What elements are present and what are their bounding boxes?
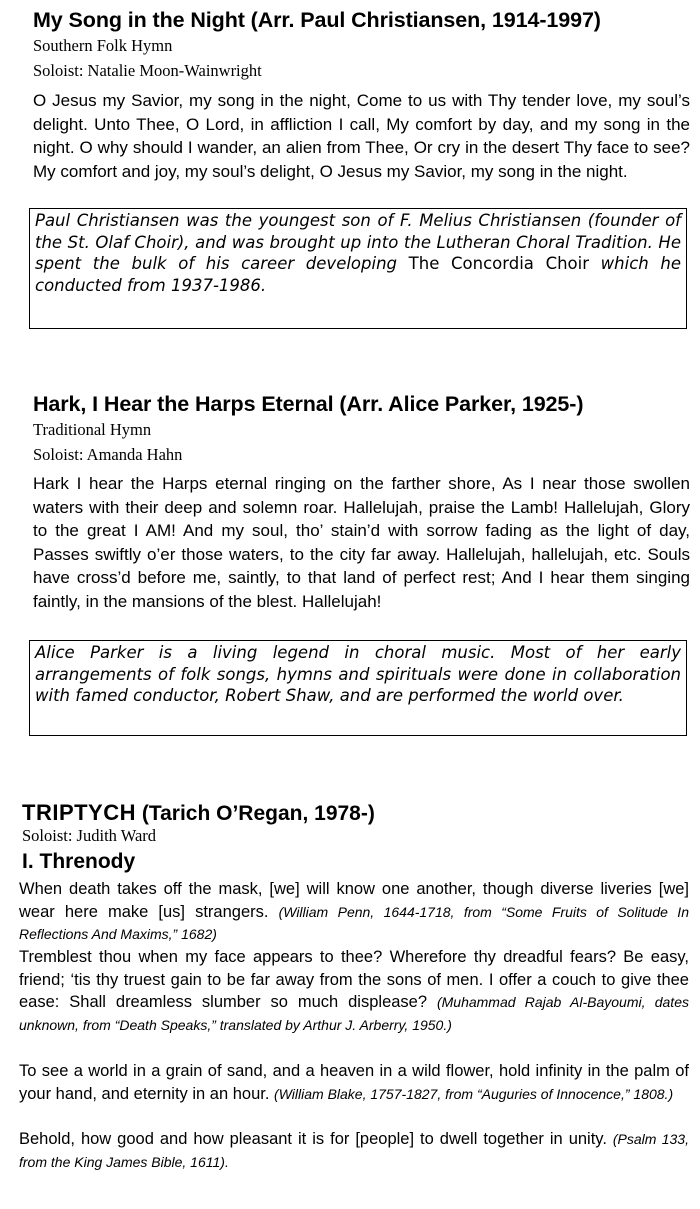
- movement-title: I. Threnody: [22, 850, 136, 873]
- piece2-title: Hark, I Hear the Harps Eternal (Arr. Alice Parker, 1925-): [33, 392, 584, 416]
- verse-citation: (Muhammad Rajab Al-Bayoumi, dates unknown, from “Death Speaks,” translated by Arthur J. Arberry, 1950.): [19, 994, 689, 1033]
- verse-citation: (Psalm 133, from the King James Bible, 1611).: [19, 1131, 689, 1170]
- verse-text: Behold, how good and how pleasant it is for [people] to dwell together in unity.: [19, 1130, 607, 1148]
- piece1-title: My Song in the Night (Arr. Paul Christiansen, 1914-1997): [33, 8, 601, 32]
- verse-bayoumi: [19, 946, 689, 1036]
- verse-text: Tremblest thou when my face appears to thee? Wherefore thy dreadful fears? Be easy, friend; ‘tis thy truest gain to be far away from the sons of men. I offer a couch to give thee ease: Shall dreamless slumber so much displease?: [19, 948, 689, 1012]
- piece1-lyrics: O Jesus my Savior, my song in the night, Come to us with Thy tender love, my soul’s delight. Unto Thee, O Lord, in affliction I call, My comfort by day, and my song in the night. O why should I wander, an alien from Thee, Or cry in the desert Thy face to see? My comfort and joy, my soul’s delight, O Jesus my Savior, my song in the night.: [33, 91, 690, 181]
- piece2-source: Traditional Hymn: [33, 420, 152, 439]
- piece3-title: [22, 800, 375, 826]
- verse-text: To see a world in a grain of sand, and a heaven in a wild flower, hold infinity in the palm of your hand, and eternity in an hour.: [19, 1062, 689, 1103]
- verse-text: When death takes off the mask, [we] will know one another, though diverse liveries [we] wear here make [us] strangers.: [19, 880, 689, 921]
- verse-penn: [19, 878, 689, 946]
- piece2-soloist: Soloist: Amanda Hahn: [33, 445, 183, 464]
- piece1-note-text: Paul Christiansen was the youngest son of F. Melius Christiansen (founder of the St. Olaf Choir), and was brought up into the Lutheran Choral Tradition. He spent the bulk of his career developing: [35, 211, 681, 273]
- verse-citation: (William Penn, 1644-1718, from “Some Fruits of Solitude In Reflections And Maxims,” 1682): [19, 903, 689, 943]
- piece1-note-text-end: which he conducted from 1937-1986.: [35, 254, 681, 295]
- piece1-soloist: Soloist: Natalie Moon-Wainwright: [33, 61, 262, 80]
- verse-blake: [19, 1060, 689, 1105]
- piece1-note-choir-name: The Concordia Choir: [408, 254, 590, 273]
- verse-psalm: [19, 1128, 689, 1173]
- verse-citation: (William Blake, 1757-1827, from “Auguries of Innocence,” 1808.): [274, 1085, 674, 1102]
- piece2-note: Alice Parker is a living legend in choral music. Most of her early arrangements of folk songs, hymns and spirituals were done in collaboration with famed conductor, Robert Shaw, and are performed the world over.: [29, 640, 687, 736]
- piece3-title-caps: TRIPTYCH: [22, 800, 136, 825]
- piece3-soloist: Soloist: Judith Ward: [22, 826, 157, 845]
- piece1-source: Southern Folk Hymn: [33, 36, 173, 55]
- piece2-lyrics: Hark I hear the Harps eternal ringing on the farther shore, As I near those swollen waters with their deep and solemn roar. Hallelujah, praise the Lamb! Hallelujah, Glory to the great I AM! And my soul, tho’ stain’d with sorrow fading as the light of day, Passes swiftly o’er those waters, to the city far away. Hallelujah, hallelujah, etc. Souls have cross’d before me, saintly, to that land of perfect rest; And I hear them singing faintly, in the mansions of the blest. Hallelujah!: [33, 474, 690, 611]
- piece3-title-rest: (Tarich O’Regan, 1978-): [136, 802, 375, 825]
- piece1-note: [29, 208, 687, 329]
